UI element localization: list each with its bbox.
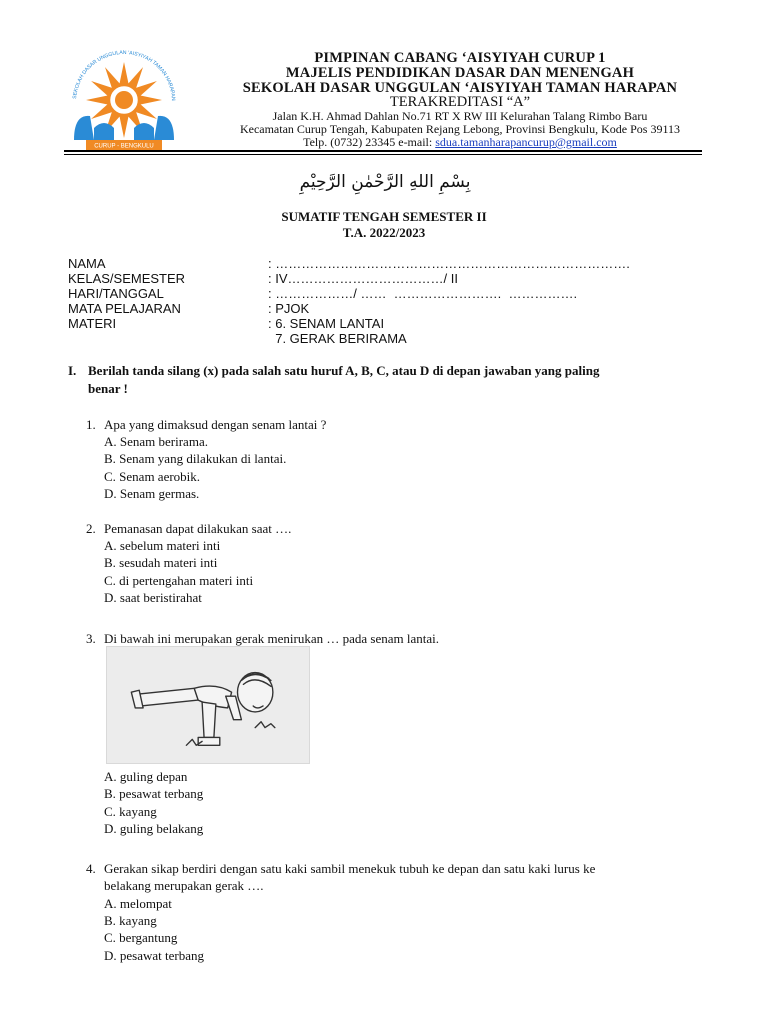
option-a[interactable]: A. sebelum materi inti [104, 538, 221, 553]
question-number: 1. [86, 417, 96, 432]
logo-banner-text: CURUP - BENGKULU [94, 143, 154, 150]
section-number: I. [68, 363, 77, 378]
question-text-cont: belakang merupakan gerak …. [104, 878, 264, 893]
question-number: 3. [86, 631, 96, 646]
label-mapel: MATA PELAJARAN [68, 301, 181, 316]
address-line-2: Kecamatan Curup Tengah, Kabupaten Rejang Lebong, Provinsi Bengkulu, Kode Pos 39113 [239, 122, 681, 136]
option-a[interactable]: A. guling depan [104, 769, 188, 784]
label-kelas: KELAS/SEMESTER [68, 271, 186, 286]
option-c[interactable]: C. bergantung [104, 930, 178, 945]
field-kelas[interactable]: : IV………………………………/ II [268, 271, 458, 286]
header-line-3: SEKOLAH DASAR UNGGULAN ‘AISYIYAH TAMAN HARAPAN [242, 80, 678, 96]
school-logo [64, 44, 184, 156]
exam-title: SUMATIF TENGAH SEMESTER II [281, 209, 487, 224]
question-number: 4. [86, 861, 96, 876]
option-c[interactable]: C. di pertengahan materi inti [104, 573, 254, 588]
instruction-line-2: benar ! [88, 381, 128, 396]
header-rule [64, 150, 702, 152]
contact-line [200, 135, 720, 149]
question-text: Di bawah ini merupakan gerak menirukan … pada senam lantai. [104, 631, 439, 646]
option-d[interactable]: D. guling belakang [104, 821, 204, 836]
phone-text: Telp. (0732) 23345 e-mail: [303, 135, 433, 149]
header-line-1: PIMPINAN CABANG ‘AISYIYAH CURUP 1 [314, 50, 606, 66]
address-line-1: Jalan K.H. Ahmad Dahlan No.71 RT X RW III Kelurahan Talang Rimbo Baru [272, 109, 648, 123]
logo-arc-text: SEKOLAH DASAR UNGGULAN 'AISYIYAH TAMAN HARAPAN [72, 49, 177, 101]
basmalah: بِسْمِ اللهِ الرَّحْمٰنِ الرَّحِيْمِ [299, 172, 471, 192]
option-b[interactable]: B. sesudah materi inti [104, 555, 218, 570]
field-materi-2: 7. GERAK BERIRAMA [268, 331, 407, 346]
option-c[interactable]: C. kayang [104, 804, 157, 819]
instruction-line-1: Berilah tanda silang (x) pada salah satu huruf A, B, C, atau D di depan jawaban yang paling [88, 363, 600, 378]
label-nama: NAMA [68, 256, 106, 271]
email-link[interactable]: sdua.tamanharapancurup@gmail.com [435, 135, 617, 149]
option-a[interactable]: A. Senam berirama. [104, 434, 208, 449]
airplane-pose-illustration [106, 646, 310, 764]
accreditation: TERAKREDITASI “A” [389, 94, 531, 110]
question-text: Apa yang dimaksud dengan senam lantai ? [104, 417, 327, 432]
option-d[interactable]: D. Senam germas. [104, 486, 200, 501]
label-materi: MATERI [68, 316, 117, 331]
option-d[interactable]: D. pesawat terbang [104, 948, 204, 963]
header-line-2: MAJELIS PENDIDIKAN DASAR DAN MENENGAH [285, 65, 635, 81]
question-number: 2. [86, 521, 96, 536]
field-nama[interactable]: : ………………………………………………………………………. [268, 256, 630, 271]
label-hari: HARI/TANGGAL [68, 286, 164, 301]
question-text: Pemanasan dapat dilakukan saat …. [104, 521, 292, 536]
option-b[interactable]: B. Senam yang dilakukan di lantai. [104, 451, 287, 466]
option-b[interactable]: B. pesawat terbang [104, 786, 204, 801]
field-materi-1: : 6. SENAM LANTAI [268, 316, 385, 331]
option-d[interactable]: D. saat beristirahat [104, 590, 202, 605]
option-c[interactable]: C. Senam aerobik. [104, 469, 201, 484]
option-b[interactable]: B. kayang [104, 913, 157, 928]
header-rule-thin [64, 154, 702, 155]
option-a[interactable]: A. melompat [104, 896, 172, 911]
field-hari[interactable]: : ………………/ …… ……………………. ……………. [268, 286, 578, 301]
question-text: Gerakan sikap berdiri dengan satu kaki sambil menekuk tubuh ke depan dan satu kaki lurus ke [104, 861, 596, 876]
field-mapel: : PJOK [268, 301, 310, 316]
academic-year: T.A. 2022/2023 [342, 225, 426, 240]
